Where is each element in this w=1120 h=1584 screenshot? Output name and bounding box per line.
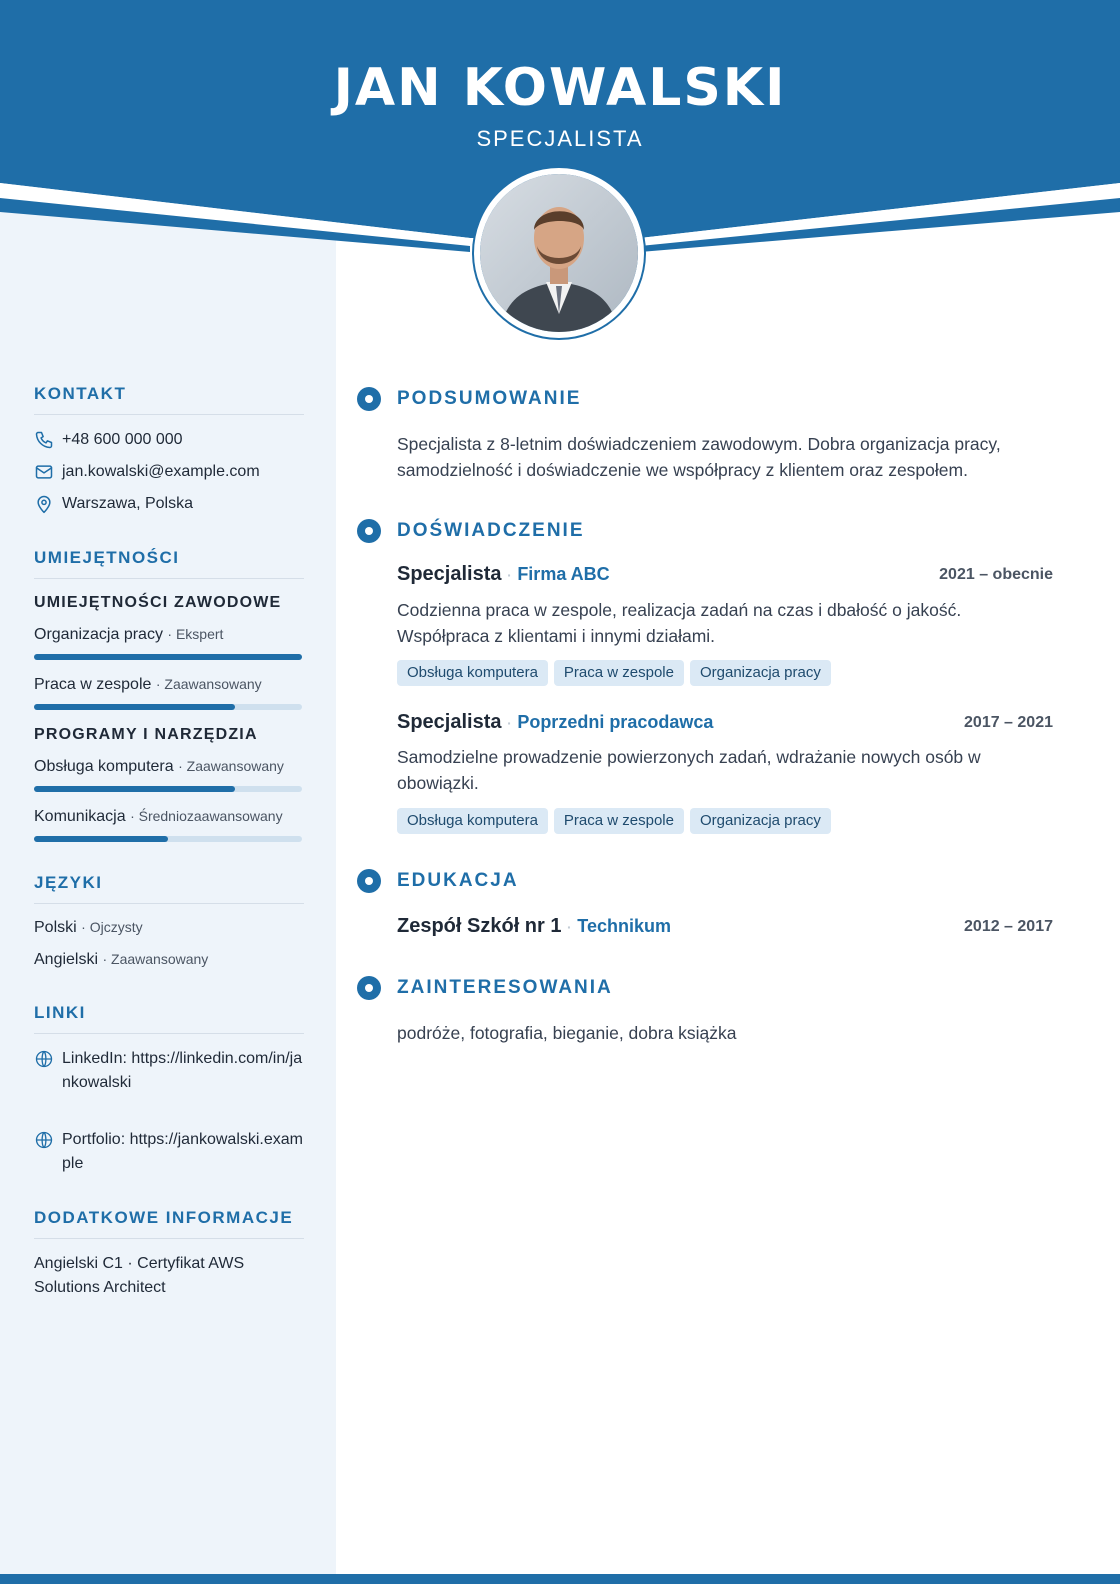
- interests-text: podróże, fotografia, bieganie, dobra książka: [397, 1023, 737, 1043]
- candidate-title: SPECJALISTA: [476, 126, 644, 151]
- divider: [34, 414, 304, 415]
- skills-group-title: PROGRAMY I NARZĘDZIA: [34, 726, 258, 743]
- extra-info-title: DODATKOWE INFORMACJE: [34, 1208, 294, 1227]
- skill-bar-fill: [34, 786, 235, 792]
- section-bullet-icon: [357, 387, 381, 411]
- separator-dot: ·: [507, 715, 512, 731]
- skill-level: · Zaawansowany: [155, 676, 262, 692]
- profile-photo: [474, 168, 644, 338]
- job-description: Samodzielne prowadzenie powierzonych zadań, wdrażanie nowych osób w obowiązki.: [397, 747, 981, 793]
- job-dates: 2021 – obecnie: [939, 566, 1053, 583]
- job-tags: [397, 808, 837, 834]
- divider: [34, 1238, 304, 1239]
- skill-name: Organizacja pracy: [34, 626, 163, 643]
- contact-location-text: Warszawa, Polska: [62, 495, 193, 512]
- school-type: Technikum: [577, 916, 671, 936]
- separator-dot: ·: [567, 919, 572, 935]
- job-role: Specjalista: [397, 711, 502, 733]
- skills-section: [34, 548, 304, 825]
- contact-section: [34, 384, 304, 512]
- job-dates: 2017 – 2021: [964, 714, 1053, 731]
- language-item: [34, 919, 143, 937]
- link-portfolio[interactable]: [34, 1128, 304, 1176]
- mail-icon: [34, 462, 54, 482]
- skill-bar: [34, 704, 302, 710]
- contact-phone-text: +48 600 000 000: [62, 431, 183, 448]
- skill-bar: [34, 654, 302, 660]
- skills-title: UMIEJĘTNOŚCI: [34, 548, 180, 567]
- extra-info-text: Angielski C1 · Certyfikat AWS Solutions Architect: [34, 1255, 245, 1296]
- skill-level: · Ekspert: [167, 626, 224, 642]
- job-header: [397, 563, 1053, 591]
- job-header: [397, 711, 1053, 739]
- skill-level: · Średniozaawansowany: [130, 808, 283, 824]
- contact-phone[interactable]: [34, 430, 183, 450]
- job-company: Firma ABC: [517, 564, 610, 584]
- language-name: Angielski: [34, 951, 99, 968]
- separator-dot: ·: [507, 567, 512, 583]
- skill-bar-fill: [34, 704, 235, 710]
- job-tags: [397, 660, 837, 686]
- globe-icon: [34, 1049, 54, 1069]
- skill-tag: Obsługa komputera: [397, 808, 548, 834]
- links-section: [34, 1003, 304, 1172]
- skill-item: [34, 758, 304, 792]
- contact-email[interactable]: [34, 462, 260, 482]
- skill-bar: [34, 836, 302, 842]
- link-linkedin-text: LinkedIn: https://linkedin.com/in/jankowalski: [62, 1050, 303, 1091]
- extra-info-section: [34, 1208, 304, 1296]
- skill-tag: Organizacja pracy: [690, 808, 831, 834]
- link-linkedin[interactable]: [34, 1047, 304, 1095]
- links-title: LINKI: [34, 1003, 86, 1022]
- skill-item: [34, 626, 304, 660]
- skill-name: Obsługa komputera: [34, 758, 174, 775]
- languages-title: JĘZYKI: [34, 873, 103, 892]
- phone-icon: [34, 430, 54, 450]
- skill-item: [34, 808, 304, 842]
- school-name: Zespół Szkół nr 1: [397, 915, 562, 937]
- skill-bar-fill: [34, 654, 302, 660]
- language-level: · Zaawansowany: [102, 951, 209, 967]
- skill-tag: Organizacja pracy: [690, 660, 831, 686]
- skill-item: [34, 676, 304, 710]
- languages-section: [34, 873, 304, 968]
- experience-title: DOŚWIADCZENIE: [397, 520, 585, 541]
- education-title: EDUKACJA: [397, 870, 519, 891]
- contact-title: KONTAKT: [34, 384, 127, 403]
- language-level: · Ojczysty: [81, 919, 143, 935]
- location-pin-icon: [34, 494, 54, 514]
- language-item: [34, 951, 208, 969]
- skills-group-title: UMIEJĘTNOŚCI ZAWODOWE: [34, 594, 282, 611]
- language-name: Polski: [34, 919, 77, 936]
- contact-location: [34, 494, 193, 514]
- skill-level: · Zaawansowany: [178, 758, 284, 774]
- job-company: Poprzedni pracodawca: [517, 712, 714, 732]
- divider: [34, 578, 304, 579]
- skill-bar-fill: [34, 836, 168, 842]
- skill-name: Praca w zespole: [34, 676, 152, 693]
- section-bullet-icon: [357, 519, 381, 543]
- divider: [34, 1033, 304, 1034]
- summary-title: PODSUMOWANIE: [397, 388, 582, 409]
- job-description: Codzienna praca w zespole, realizacja zadań na czas i dbałość o jakość. Współpraca z klientami i innymi działami.: [397, 600, 962, 646]
- education-header: [397, 915, 1053, 943]
- skill-tag: Obsługa komputera: [397, 660, 548, 686]
- link-portfolio-text: Portfolio: https://jankowalski.example: [62, 1131, 303, 1172]
- summary-text: Specjalista z 8-letnim doświadczeniem zawodowym. Dobra organizacja pracy, samodzielność i doświadczenie we współpracy z klientem oraz zespołem.: [397, 434, 1001, 480]
- skill-name: Komunikacja: [34, 808, 126, 825]
- divider: [34, 903, 304, 904]
- skill-tag: Praca w zespole: [554, 660, 684, 686]
- skill-bar: [34, 786, 302, 792]
- education-dates: 2012 – 2017: [964, 918, 1053, 935]
- job-role: Specjalista: [397, 563, 502, 585]
- globe-icon: [34, 1130, 54, 1150]
- footer-bar: [0, 1574, 1120, 1584]
- candidate-name: JAN KOWALSKI: [333, 58, 787, 118]
- section-bullet-icon: [357, 976, 381, 1000]
- contact-email-text: jan.kowalski@example.com: [62, 463, 260, 480]
- skill-tag: Praca w zespole: [554, 808, 684, 834]
- section-bullet-icon: [357, 869, 381, 893]
- interests-title: ZAINTERESOWANIA: [397, 977, 613, 998]
